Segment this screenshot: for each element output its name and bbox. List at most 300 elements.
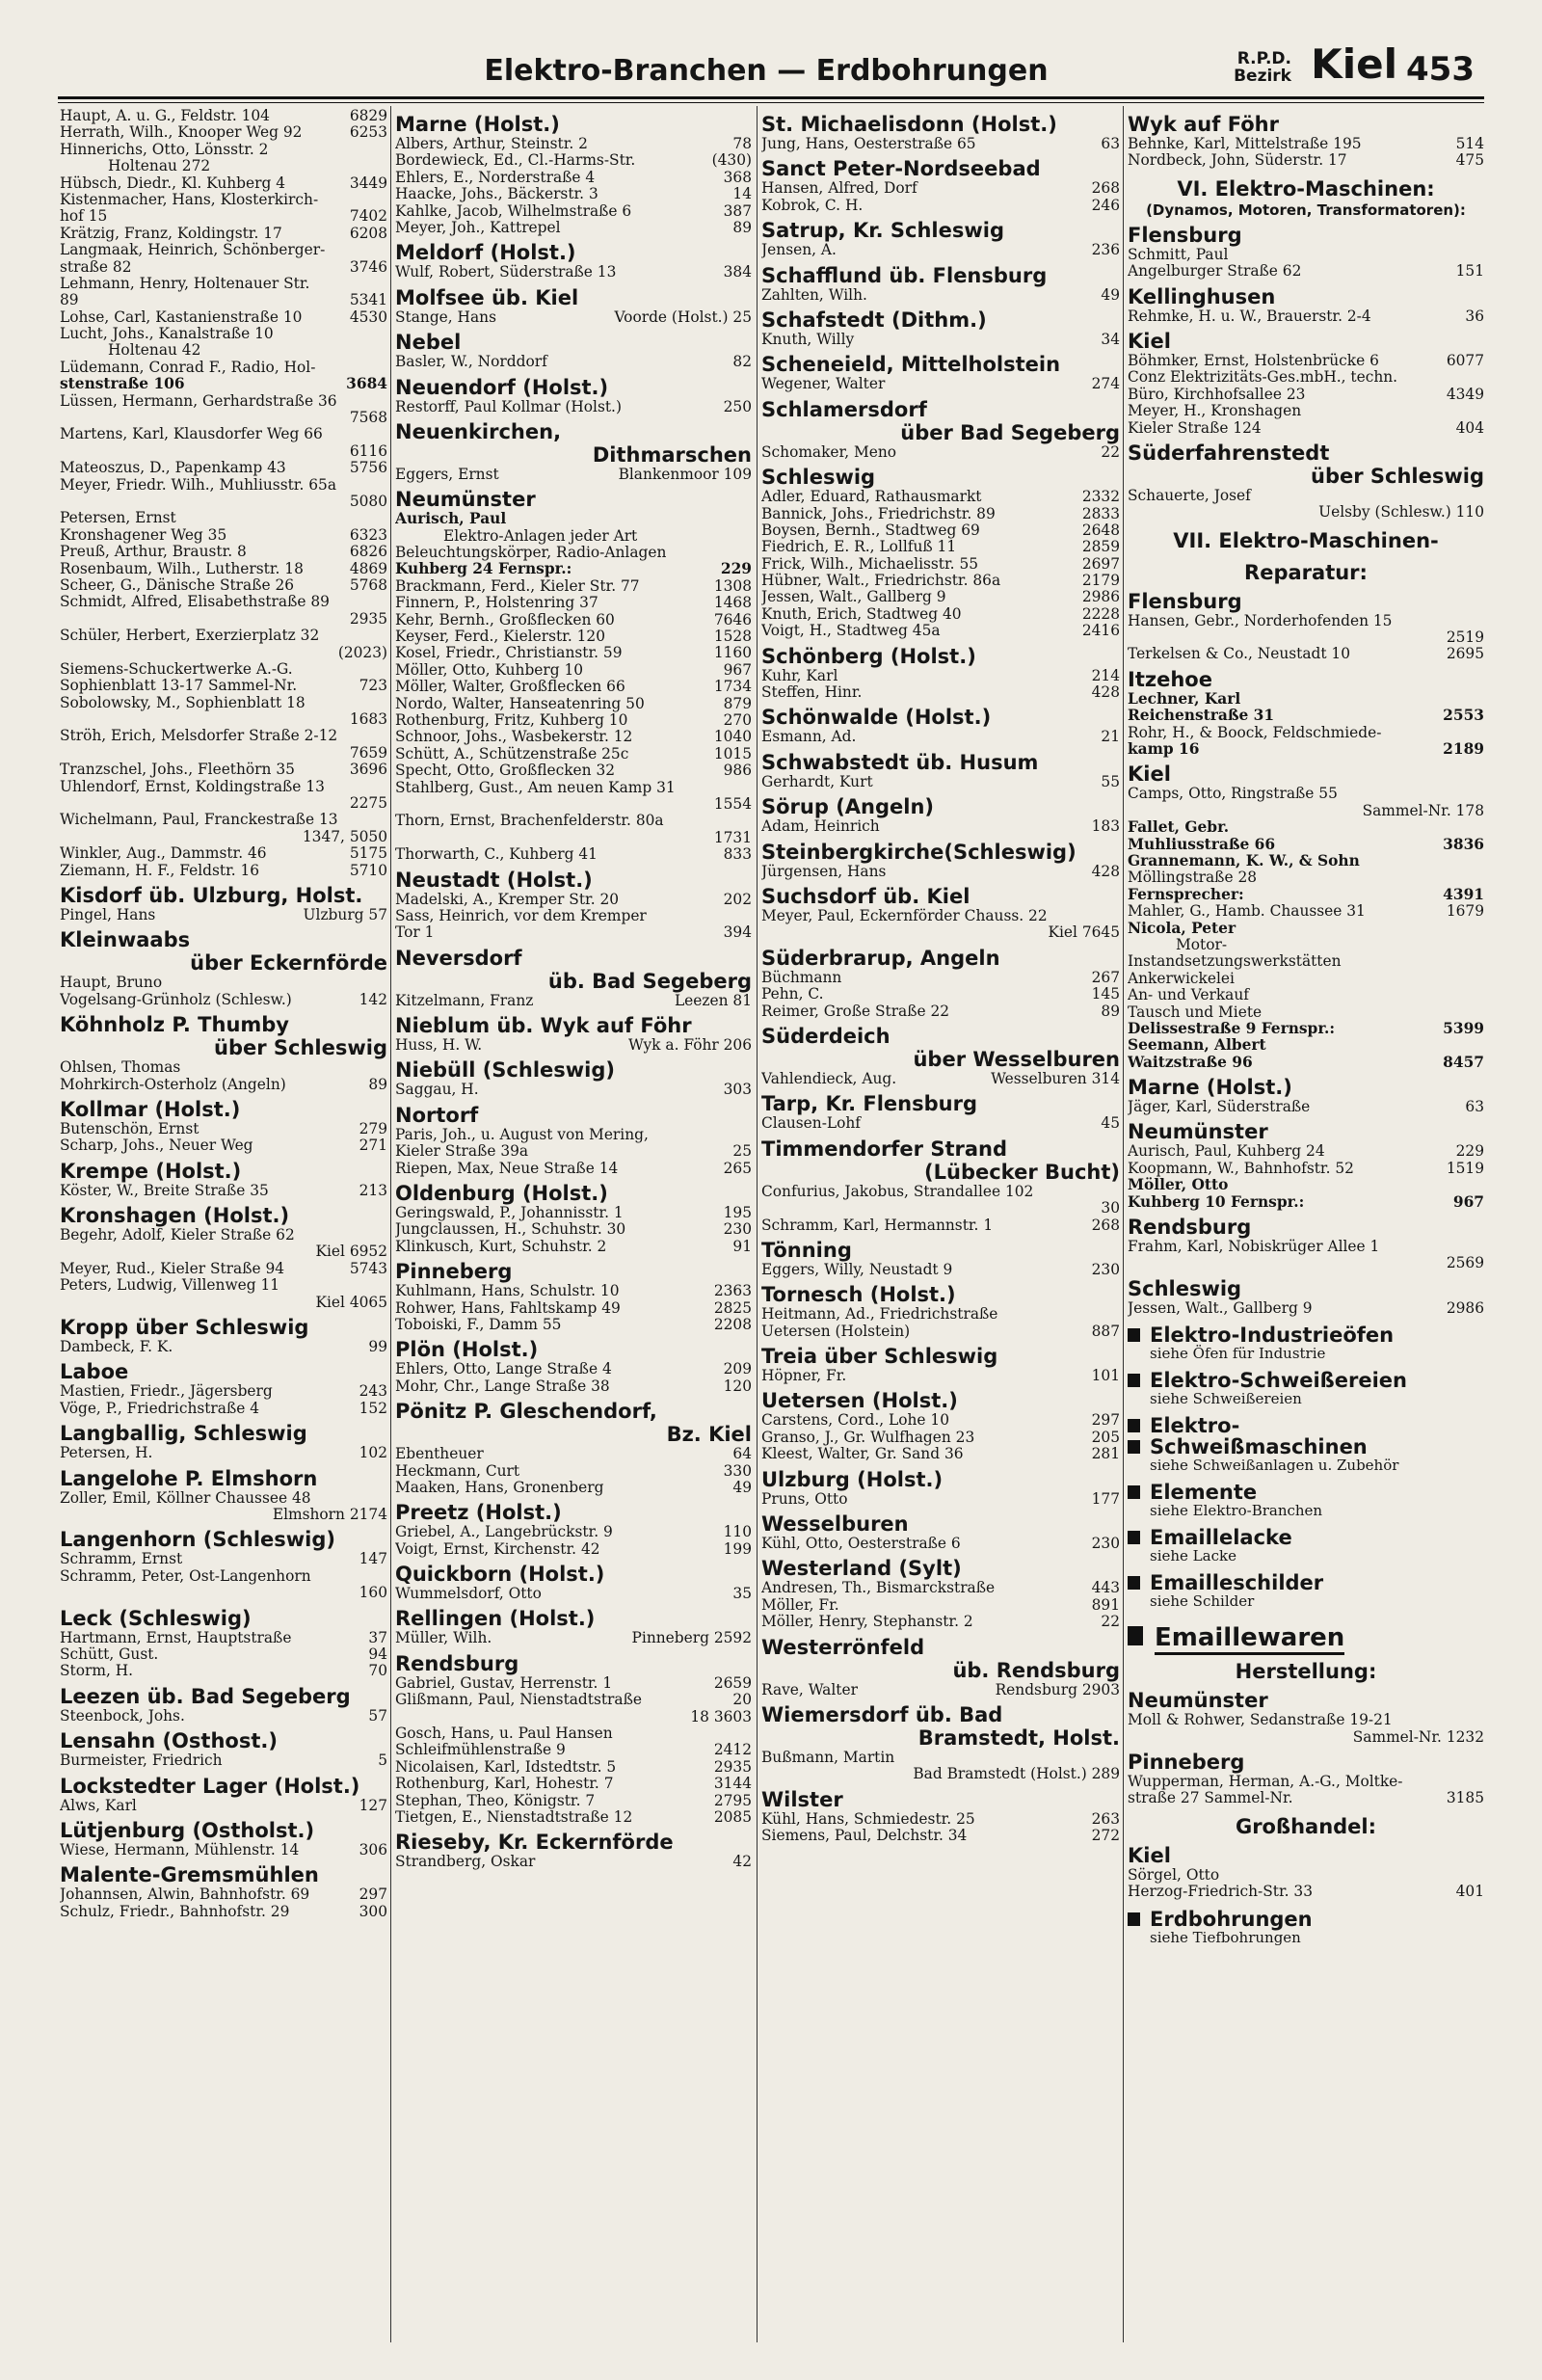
phone-number: 127: [359, 1797, 387, 1814]
phone-number: 177: [1091, 1490, 1120, 1508]
phone-number: 147: [359, 1551, 387, 1568]
place-heading: Langballig, Schleswig: [60, 1422, 307, 1446]
directory-entry: [761, 1682, 1120, 1698]
directory-entry: [60, 661, 387, 678]
phone-number: 18 3603: [690, 1708, 752, 1725]
entry-text: Moll & Rohwer, Sedanstraße 19-21: [1128, 1712, 1393, 1729]
directory-entry: [395, 662, 752, 679]
entry-text: Büchmann: [761, 969, 842, 986]
firm-name-bold: [1128, 853, 1484, 869]
entry-text: An- und Verkauf: [1128, 987, 1249, 1004]
entry-text: Schomaker, Meno: [761, 443, 897, 461]
phone-number: 209: [723, 1361, 752, 1378]
cross-reference: [1128, 1909, 1484, 1946]
directory-entry: [60, 628, 387, 644]
directory-entry: [395, 1793, 752, 1809]
phone-number: 401: [1455, 1884, 1484, 1901]
directory-entry: [1128, 953, 1484, 970]
entry-text: Voigt, Ernst, Kirchenstr. 42: [395, 1540, 600, 1558]
directory-entry: [395, 1361, 752, 1377]
directory-entry: [60, 276, 387, 292]
entry-text: Ströh, Erich, Melsdorfer Straße 2-12: [60, 728, 338, 745]
phone-number: 5175: [349, 845, 387, 863]
firm-name-bold: [1128, 1037, 1484, 1054]
entry-text: Petersen, Ernst: [60, 510, 176, 527]
phone-number: 2697: [1081, 555, 1120, 573]
directory-entry: [395, 1586, 752, 1602]
entry-text: Bordewieck, Ed., Cl.-Harms-Str.: [395, 152, 636, 170]
entry-text: Winkler, Aug., Dammstr. 46: [60, 845, 267, 863]
directory-entry: [60, 1059, 387, 1076]
phone-number: 101: [1091, 1368, 1120, 1385]
place-heading: Süderfahrenstedt: [1128, 441, 1330, 465]
entry-text: Möller, Fr.: [761, 1596, 839, 1614]
directory-entry: [1128, 1194, 1484, 1211]
entry-text: Johannsen, Alwin, Bahnhofstr. 69: [60, 1886, 310, 1904]
phone-number: 2986: [1446, 1299, 1484, 1317]
entry-text: Ohlsen, Thomas: [60, 1059, 181, 1077]
directory-entry: [395, 830, 752, 846]
phone-number: 368: [723, 169, 752, 186]
directory-entry: [395, 1742, 752, 1758]
phone-number: 63: [1465, 1099, 1484, 1116]
entry-text: Esmann, Ad.: [761, 729, 857, 746]
entry-text: Kuhberg 24 Fernspr.:: [395, 561, 572, 578]
directory-entry: [761, 242, 1120, 258]
directory-entry: [761, 287, 1120, 304]
entry-text: Tor 1: [395, 924, 435, 942]
phone-number: 2825: [713, 1299, 752, 1317]
directory-entry: [1128, 708, 1484, 724]
directory-entry: [761, 198, 1120, 214]
directory-entry: [60, 779, 387, 795]
place-heading: Neumünster: [1128, 1689, 1268, 1713]
entry-text: Pruns, Otto: [761, 1490, 848, 1508]
directory-entry: [1128, 136, 1484, 152]
entry-text: Reichenstraße 31: [1128, 708, 1275, 725]
phone-number: 297: [1091, 1412, 1120, 1430]
place-heading: Niebüll (Schleswig): [395, 1058, 615, 1083]
directory-entry: [60, 360, 387, 376]
entry-text: Hübner, Walt., Friedrichstr. 86a: [761, 573, 1001, 590]
directory-entry: [761, 924, 1120, 941]
directory-entry: [60, 1183, 387, 1199]
phone-number: 428: [1091, 863, 1120, 880]
directory-entry: [1128, 1143, 1484, 1160]
entry-text: Finnern, P., Holstenring 37: [395, 595, 598, 612]
phone-number: 78: [732, 136, 752, 152]
phone-number: 7568: [349, 410, 387, 427]
directory-entry: [395, 1759, 752, 1776]
directory-entry: [761, 818, 1120, 835]
entry-text: Möllingstraße 28: [1128, 869, 1258, 887]
entry-text: Steffen, Hinr.: [761, 684, 863, 702]
section-heading: Reparatur:: [1244, 560, 1368, 584]
place-heading: Molfsee üb. Kiel: [395, 285, 579, 309]
phone-number: 63: [1101, 136, 1120, 152]
directory-entry: [761, 1412, 1120, 1429]
directory-entry: [1128, 387, 1484, 403]
entry-text: Kuhr, Karl: [761, 667, 838, 684]
directory-entry: [60, 326, 387, 342]
entry-text: Granso, J., Gr. Wulfhagen 23: [761, 1429, 975, 1446]
cross-reference: [1128, 1527, 1484, 1564]
entry-text: Butenschön, Ernst: [60, 1120, 199, 1137]
directory-entry: [60, 1261, 387, 1277]
directory-entry: [395, 1082, 752, 1098]
firm-name-bold: [1128, 921, 1484, 937]
phone-number: 6208: [349, 225, 387, 242]
entry-text: kamp 16: [1128, 741, 1200, 759]
directory-entry: [395, 467, 752, 483]
directory-entry: [761, 729, 1120, 745]
directory-entry: [60, 728, 387, 744]
entry-text: Wummelsdorf, Otto: [395, 1586, 542, 1603]
directory-entry: [60, 992, 387, 1008]
entry-text: Zahlten, Wilh.: [761, 286, 867, 304]
directory-entry: [1128, 1774, 1484, 1790]
entry-text: Ziemann, H. F., Feldstr. 16: [60, 862, 260, 879]
entry-text: Wichelmann, Paul, Franckestraße 13: [60, 812, 338, 829]
place-heading: Suchsdorf üb. Kiel: [761, 884, 970, 908]
directory-entry: [395, 993, 752, 1009]
directory-entry: [60, 1383, 387, 1400]
place-heading: Scheneield, Mittelholstein: [761, 353, 1061, 377]
phone-number: 4349: [1446, 386, 1484, 403]
column-separator: [757, 106, 758, 2342]
directory-entry: [1128, 1712, 1484, 1728]
directory-entry: [60, 1121, 387, 1137]
entry-text: Jungclaussen, H., Schuhstr. 30: [395, 1221, 626, 1239]
place-heading-continued: Dithmarschen: [592, 442, 752, 467]
directory-entry: [761, 1614, 1120, 1630]
phone-number: 37: [368, 1629, 387, 1646]
place-heading: Langelohe P. Elmshorn: [60, 1466, 318, 1490]
directory-entry: [395, 354, 752, 370]
phone-number: 49: [1101, 286, 1120, 304]
phone-number: 91: [732, 1238, 752, 1255]
phone-number: 5341: [349, 292, 387, 309]
directory-entry: [395, 528, 752, 545]
directory-entry: [1128, 504, 1484, 521]
phone-number: Voorde (Holst.) 25: [614, 308, 752, 326]
phone-number: 281: [1091, 1446, 1120, 1463]
phone-number: 246: [1091, 197, 1120, 214]
entry-text: Pehn, C.: [761, 986, 824, 1003]
directory-entry: [60, 863, 387, 879]
directory-entry: [761, 1262, 1120, 1278]
place-heading: Lütjenburg (Ostholst.): [60, 1818, 315, 1842]
place-heading: Kiel: [1128, 329, 1171, 353]
directory-entry: [395, 561, 752, 577]
phone-number: 6077: [1446, 352, 1484, 369]
entry-text: Sörgel, Otto: [1128, 1866, 1220, 1884]
phone-number: 967: [1452, 1193, 1484, 1211]
entry-text: Kuhlmann, Hans, Schulstr. 10: [395, 1283, 620, 1300]
place-heading: Sanct Peter-Nordseebad: [761, 157, 1041, 181]
phone-number: 5768: [349, 576, 387, 594]
phone-number: 2859: [1081, 539, 1120, 556]
directory-entry: [395, 1300, 752, 1317]
cross-reference-target: siehe Elektro-Branchen: [1150, 1502, 1323, 1520]
place-heading: Neuendorf (Holst.): [395, 375, 609, 399]
place-heading: Süderdeich: [761, 1024, 891, 1048]
directory-entry: [60, 376, 387, 392]
entry-text: Gosch, Hans, u. Paul Hansen: [395, 1725, 613, 1743]
entry-text: Hartmann, Ernst, Hauptstraße: [60, 1629, 292, 1646]
directory-entry: [60, 259, 387, 276]
phone-number: 300: [359, 1903, 387, 1920]
entry-text: Instandsetzungswerkstätten: [1128, 953, 1342, 971]
entry-text: Jürgensen, Hans: [761, 863, 887, 880]
phone-number: 833: [723, 846, 752, 864]
directory-entry: [395, 399, 752, 415]
entry-text: Schleifmühlenstraße 9: [395, 1742, 566, 1759]
entry-text: Conz Elektrizitäts-Ges.mbH., techn.: [1128, 369, 1398, 387]
entry-text: Aurisch, Paul, Kuhberg 24: [1128, 1143, 1325, 1161]
entry-text: Knuth, Willy: [761, 331, 855, 348]
entry-text: Frahm, Karl, Nobiskrüger Allee 1: [1128, 1239, 1380, 1256]
directory-entry: [395, 152, 752, 169]
entry-text: Kieler Straße 124: [1128, 419, 1262, 437]
entry-text: Tausch und Miete: [1128, 1003, 1263, 1021]
entry-text: Meyer, H., Kronshagen: [1128, 403, 1302, 420]
entry-text: Kitzelmann, Franz: [395, 992, 534, 1009]
entry-text: stenstraße 106: [60, 376, 185, 393]
entry-text: hof 15: [60, 208, 108, 226]
phone-number: 45: [1101, 1115, 1120, 1133]
phone-number: 271: [359, 1137, 387, 1155]
entry-text: Kühl, Otto, Oesterstraße 6: [761, 1536, 961, 1553]
phone-number: 152: [359, 1400, 387, 1417]
directory-entry: [60, 494, 387, 510]
entry-text: Haupt, A. u. G., Feldstr. 104: [60, 108, 270, 124]
directory-entry: [60, 695, 387, 711]
directory-entry: [60, 426, 387, 442]
directory-entry: [60, 1798, 387, 1814]
entry-text: Storm, H.: [60, 1663, 134, 1680]
phone-number: 3696: [349, 762, 387, 779]
phone-number: 230: [1091, 1261, 1120, 1278]
entry-text: Waitzstraße 96: [1128, 1054, 1253, 1071]
phone-number: 2659: [713, 1674, 752, 1692]
entry-text: Kronshagener Weg 35: [60, 526, 227, 544]
phone-number: 120: [723, 1377, 752, 1395]
directory-entry: [761, 1811, 1120, 1828]
directory-entry: [1128, 869, 1484, 886]
entry-text: Carstens, Cord., Lohe 10: [761, 1412, 950, 1430]
place-heading: Neversdorf: [395, 946, 522, 970]
phone-number: 36: [1465, 308, 1484, 325]
phone-number: 2412: [713, 1742, 752, 1759]
directory-entry: [60, 1752, 387, 1769]
cross-reference-target: siehe Tiefbohrungen: [1150, 1928, 1301, 1946]
phone-number: 514: [1455, 136, 1484, 152]
entry-text: Madelski, A., Kremper Str. 20: [395, 891, 620, 908]
phone-number: 34: [1101, 331, 1120, 348]
place-heading-continued: Bz. Kiel: [666, 1423, 752, 1447]
entry-text: Beleuchtungskörper, Radio-Anlagen: [395, 545, 667, 562]
directory-entry: [60, 108, 387, 124]
entry-text: Jung, Hans, Oesterstraße 65: [761, 136, 976, 152]
directory-entry: [1128, 1255, 1484, 1271]
entry-text: Dambeck, F. K.: [60, 1339, 173, 1356]
entry-text: Reimer, Große Straße 22: [761, 1003, 950, 1020]
entry-text: Ehlers, E., Norderstraße 4: [395, 169, 596, 186]
phone-number: 1731: [713, 829, 752, 846]
entry-text: Strandberg, Oskar: [395, 1854, 536, 1871]
directory-entry: [395, 1239, 752, 1255]
phone-number: 183: [1091, 818, 1120, 836]
phone-number: 2795: [713, 1792, 752, 1809]
phone-number: 1468: [713, 595, 752, 612]
entry-text: Herrath, Wilh., Knooper Weg 92: [60, 124, 303, 142]
entry-text: Pingel, Hans: [60, 906, 156, 923]
directory-entry: [761, 1597, 1120, 1614]
directory-entry: [60, 1904, 387, 1920]
phone-number: 2189: [1443, 741, 1484, 759]
directory-entry: [60, 309, 387, 326]
place-heading: Tornesch (Holst.): [761, 1283, 956, 1307]
entry-text: Huss, H. W.: [395, 1037, 483, 1055]
entry-text: Lüdemann, Conrad F., Radio, Hol-: [60, 359, 316, 376]
phone-number: 2332: [1081, 489, 1120, 506]
entry-text: Griebel, A., Langebrückstr. 9: [395, 1524, 613, 1541]
firm-name-bold: [1128, 819, 1484, 836]
place-heading: Ulzburg (Holst.): [761, 1467, 944, 1491]
place-heading: Satrup, Kr. Schleswig: [761, 219, 1004, 243]
directory-entry: [60, 1507, 387, 1523]
entry-text: Rave, Walter: [761, 1681, 858, 1698]
directory-entry: [1128, 1004, 1484, 1021]
place-heading: Kiel: [1128, 762, 1171, 787]
phone-number: 274: [1091, 376, 1120, 393]
phone-number: 265: [723, 1160, 752, 1177]
place-heading: Malente-Gremsmühlen: [60, 1863, 319, 1887]
phone-number: 229: [720, 561, 752, 578]
directory-entry: [395, 264, 752, 281]
phone-number: 2935: [713, 1758, 752, 1776]
phone-number: 49: [732, 1479, 752, 1496]
directory-entry: [60, 158, 387, 174]
directory-entry: [60, 1445, 387, 1461]
phone-number: 213: [359, 1182, 387, 1199]
phone-number: 102: [359, 1445, 387, 1462]
phone-number: 2085: [713, 1809, 752, 1826]
directory-entry: [60, 1490, 387, 1507]
phone-number: 229: [1455, 1143, 1484, 1161]
directory-entry: [1128, 488, 1484, 504]
directory-entry: [60, 477, 387, 494]
directory-entry: [60, 975, 387, 991]
place-heading-continued: üb. Rendsburg: [952, 1658, 1120, 1682]
entry-text: Bußmann, Martin: [761, 1749, 895, 1766]
entry-text: Uetersen (Holstein): [761, 1323, 911, 1340]
phone-number: 7659: [349, 744, 387, 762]
directory-entry: [1128, 1055, 1484, 1071]
directory-entry: [60, 510, 387, 526]
cross-reference-title: Elektro-Industrieöfen: [1128, 1324, 1484, 1346]
phone-number: 4869: [349, 560, 387, 577]
entry-text: Ebentheuer: [395, 1446, 484, 1463]
phone-number: 384: [723, 264, 752, 281]
section-heading: Herstellung:: [1235, 1660, 1377, 1684]
column-separator: [390, 106, 391, 2342]
entry-text: Restorff, Paul Kollmar (Holst.): [395, 398, 622, 415]
directory-entry: [395, 1776, 752, 1792]
phone-number: 270: [723, 711, 752, 729]
firm-name: Seemann, Albert: [1128, 1037, 1266, 1055]
directory-entry: [60, 1842, 387, 1859]
phone-number: 428: [1091, 684, 1120, 702]
directory-entry: [395, 1143, 752, 1160]
cross-reference-title: Emailleschilder: [1128, 1572, 1484, 1593]
directory-entry: [60, 678, 387, 694]
place-heading: Neuenkirchen,: [395, 419, 562, 443]
entry-text: Schütt, A., Schützenstraße 25c: [395, 745, 629, 762]
category-title: Emaillewaren: [1155, 1623, 1344, 1655]
directory-entry: [1128, 1099, 1484, 1115]
entry-text: Paris, Joh., u. August von Mering,: [395, 1126, 649, 1143]
directory-entry: [395, 908, 752, 924]
entry-text: Kistenmacher, Hans, Klosterkirch-: [60, 191, 319, 208]
directory-entry: [60, 561, 387, 577]
directory-entry: [1128, 1790, 1484, 1806]
entry-text: Voigt, H., Stadtweg 45a: [761, 623, 941, 640]
entry-text: Höpner, Fr.: [761, 1368, 847, 1385]
place-heading: Kronshagen (Holst.): [60, 1204, 290, 1228]
directory-entry: [60, 124, 387, 141]
entry-text: Schmidt, Alfred, Elisabethstraße 89: [60, 594, 330, 611]
entry-text: Lüssen, Hermann, Gerhardstraße 36: [60, 392, 337, 410]
cross-reference-title: Schweißmaschinen: [1128, 1436, 1484, 1457]
place-heading: Rendsburg: [1128, 1216, 1252, 1240]
entry-text: Keyser, Ferd., Kielerstr. 120: [395, 628, 605, 646]
entry-text: Stephan, Theo, Königstr. 7: [395, 1792, 596, 1809]
entry-text: Sophienblatt 13-17 Sammel-Nr.: [60, 678, 298, 695]
phone-number: 267: [1091, 969, 1120, 986]
cross-reference: [1128, 1324, 1484, 1362]
place-heading: Schafflund üb. Flensburg: [761, 263, 1048, 287]
phone-number: 42: [732, 1854, 752, 1871]
directory-entry: [761, 684, 1120, 701]
directory-entry: [1128, 1884, 1484, 1900]
header-rule: [58, 96, 1484, 99]
place-heading: Nebel: [395, 331, 462, 355]
entry-text: Albers, Arthur, Steinstr. 2: [395, 136, 588, 152]
entry-text: Rehmke, H. u. W., Brauerstr. 2-4: [1128, 308, 1371, 325]
phone-number: 214: [1091, 667, 1120, 684]
cross-reference-target: siehe Lacke: [1150, 1547, 1236, 1565]
phone-number: 22: [1101, 443, 1120, 461]
entry-text: Heitmann, Ad., Friedrichstraße: [761, 1306, 998, 1324]
entry-text: Glißmann, Paul, Nienstadtstraße: [395, 1692, 642, 1709]
phone-number: 3746: [349, 258, 387, 276]
phone-number: 2553: [1443, 708, 1484, 725]
phone-number: 2416: [1081, 623, 1120, 640]
place-heading: Flensburg: [1128, 223, 1242, 247]
place-heading: Kropp über Schleswig: [60, 1316, 309, 1340]
directory-entry: [1128, 786, 1484, 802]
place-heading: Tarp, Kr. Flensburg: [761, 1092, 977, 1116]
entry-text: Schnoor, Johs., Wasbekerstr. 12: [395, 729, 633, 746]
entry-text: Andresen, Th., Bismarckstraße: [761, 1580, 996, 1597]
place-heading: Sörup (Angeln): [761, 795, 935, 819]
entry-text: Schulz, Friedr., Bahnhofstr. 29: [60, 1903, 290, 1920]
directory-entry: [1128, 247, 1484, 263]
directory-entry: [395, 578, 752, 595]
entry-text: Schramm, Karl, Hermannstr. 1: [761, 1217, 994, 1234]
